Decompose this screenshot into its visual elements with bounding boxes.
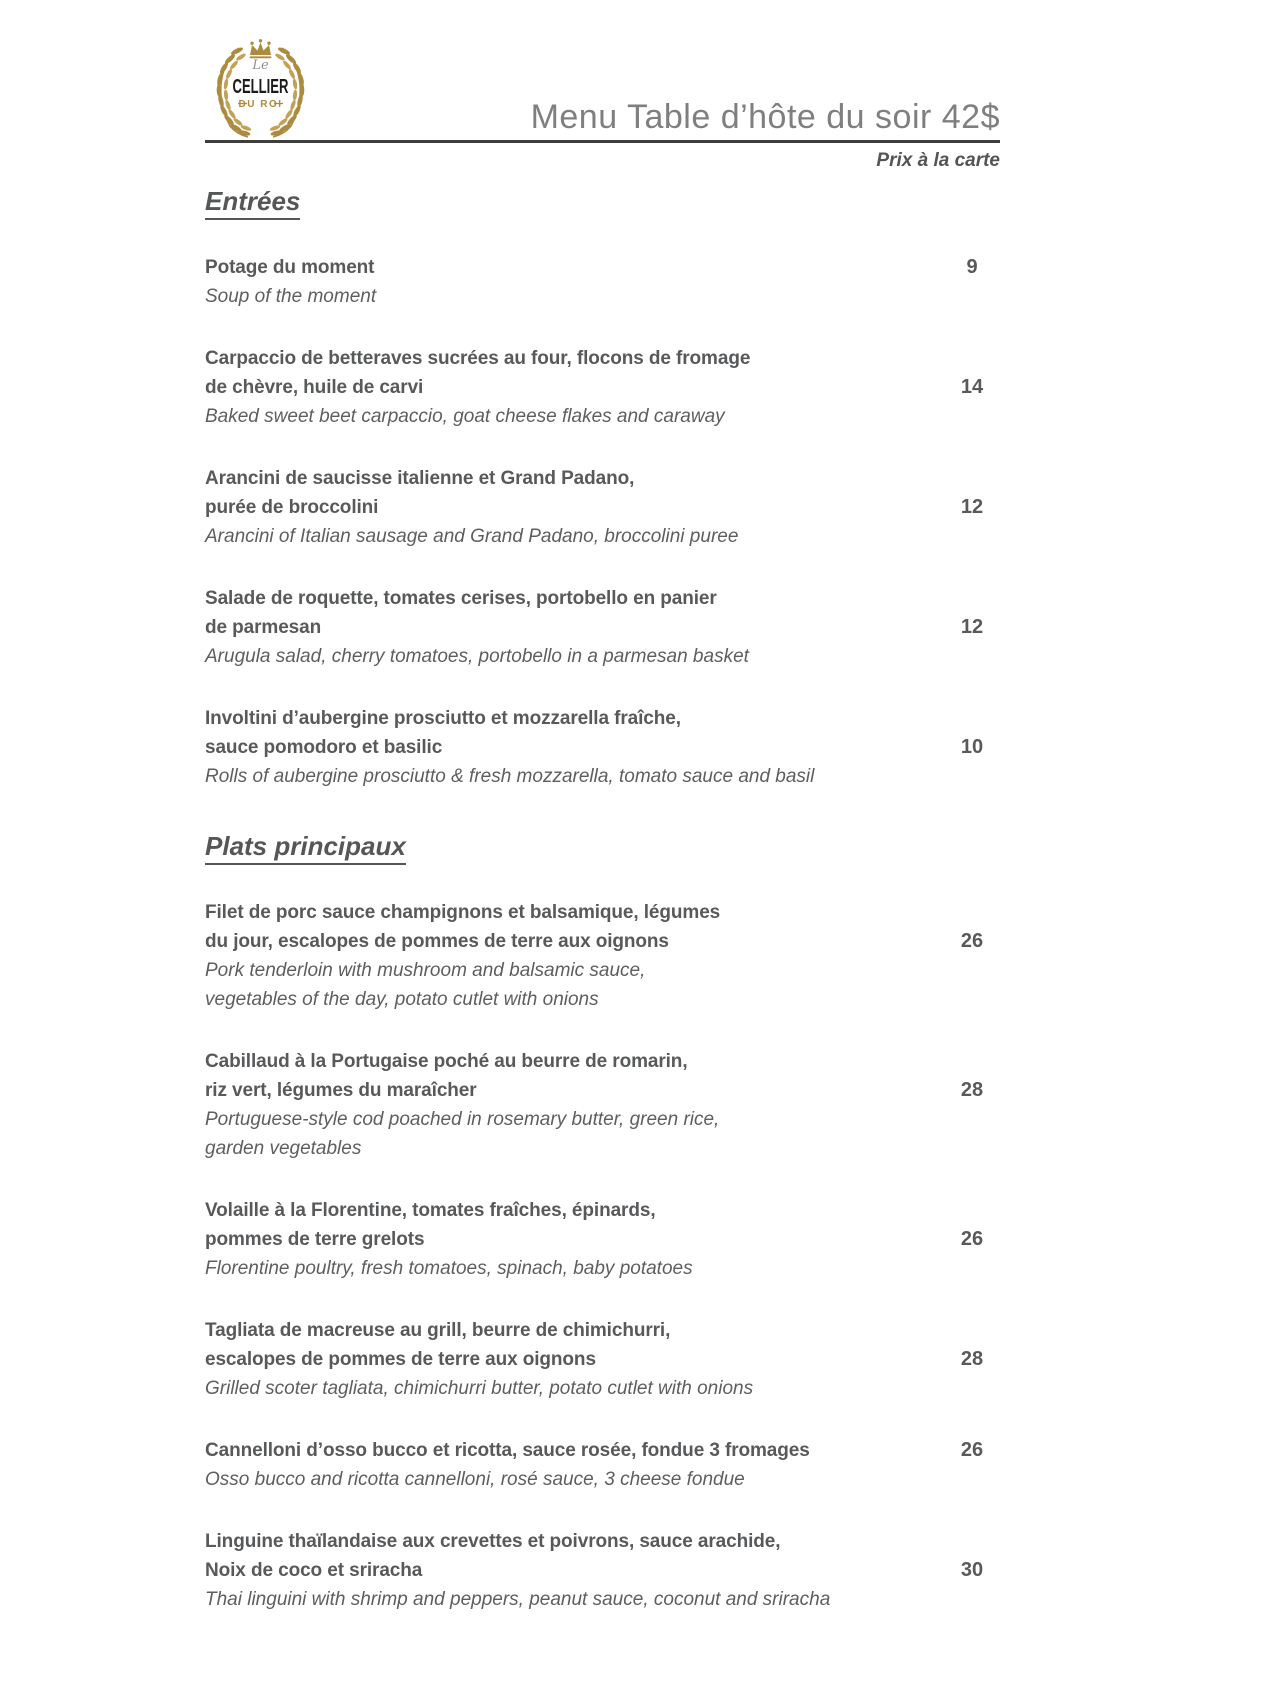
section-heading-row — [205, 188, 1000, 220]
page-title: Menu Table d’hôte du soir 42$ — [530, 98, 1000, 136]
logo-subname-du-roi: DU ROI — [238, 99, 283, 110]
item-name-fr: Filet de porc sauce champignons et balsamique, légumes — [205, 902, 721, 923]
item-name-fr: Cabillaud à la Portugaise poché au beurre de romarin, — [205, 1051, 688, 1072]
menu-item-salade — [205, 584, 1000, 671]
menu-item-carpaccio — [205, 344, 1000, 431]
item-desc-en: garden vegetables — [205, 1138, 362, 1159]
menu-item-linguine — [205, 1527, 1000, 1614]
item-desc-en: Grilled scoter tagliata, chimichurri butter, potato cutlet with onions — [205, 1378, 754, 1399]
menu-item-volaille — [205, 1196, 1000, 1283]
item-name-fr: Noix de coco et sriracha — [205, 1560, 423, 1581]
item-price: 28 — [960, 1079, 984, 1101]
menu-item-cabillaud — [205, 1047, 1000, 1163]
logo-name-cellier: CELLIER — [232, 76, 289, 98]
item-price: 26 — [960, 1439, 984, 1461]
item-name-fr: Volaille à la Florentine, tomates fraîches, épinards, — [205, 1200, 656, 1221]
menu-header — [205, 38, 1000, 188]
crown-icon — [250, 39, 272, 58]
item-name-fr: purée de broccolini — [205, 497, 379, 518]
item-name-fr: pommes de terre grelots — [205, 1229, 425, 1250]
item-name-fr: Tagliata de macreuse au grill, beurre de chimichurri, — [205, 1320, 671, 1341]
item-desc-en: Rolls of aubergine prosciutto & fresh mozzarella, tomato sauce and basil — [205, 766, 815, 787]
item-name-fr: du jour, escalopes de pommes de terre aux oignons — [205, 931, 669, 952]
laurel-wreath-logo-icon — [207, 38, 314, 138]
item-desc-en: Osso bucco and ricotta cannelloni, rosé sauce, 3 cheese fondue — [205, 1469, 745, 1490]
item-desc-en: Arancini of Italian sausage and Grand Padano, broccolini puree — [205, 526, 739, 547]
title-divider — [205, 140, 1000, 143]
item-desc-en: Florentine poultry, fresh tomatoes, spinach, baby potatoes — [205, 1258, 693, 1279]
menu-item-filet-de-porc — [205, 898, 1000, 1014]
item-name-fr: riz vert, légumes du maraîcher — [205, 1080, 477, 1101]
item-desc-en: vegetables of the day, potato cutlet with onions — [205, 989, 599, 1010]
item-name-fr: Linguine thaïlandaise aux crevettes et poivrons, sauce arachide, — [205, 1531, 781, 1552]
item-name-fr: Arancini de saucisse italienne et Grand Padano, — [205, 468, 635, 489]
item-price: 9 — [966, 256, 978, 278]
section-heading-plats: Plats principaux — [205, 833, 406, 865]
section-heading-entrees: Entrées — [205, 188, 300, 220]
item-name-fr: Potage du moment — [205, 257, 375, 278]
item-name-fr: sauce pomodoro et basilic — [205, 737, 443, 758]
menu-item-tagliata — [205, 1316, 1000, 1403]
item-name-fr: Cannelloni d’osso bucco et ricotta, sauce rosée, fondue 3 fromages — [205, 1440, 810, 1461]
item-desc-en: Arugula salad, cherry tomatoes, portobello in a parmesan basket — [205, 646, 749, 667]
item-name-fr: Carpaccio de betteraves sucrées au four, flocons de fromage — [205, 348, 751, 369]
item-name-fr: escalopes de pommes de terre aux oignons — [205, 1349, 596, 1370]
item-name-fr: de chèvre, huile de carvi — [205, 377, 424, 398]
item-price: 12 — [960, 496, 984, 518]
item-price: 12 — [960, 616, 984, 638]
menu-item-arancini — [205, 464, 1000, 551]
item-name-fr: Involtini d’aubergine prosciutto et mozzarella fraîche, — [205, 708, 681, 729]
section-entrees — [205, 188, 1000, 791]
restaurant-logo — [207, 38, 314, 138]
item-price: 14 — [960, 376, 984, 398]
item-price: 26 — [960, 1228, 984, 1250]
logo-script-le: Le — [252, 58, 269, 73]
menu-item-cannelloni — [205, 1436, 1000, 1494]
item-desc-en: Pork tenderloin with mushroom and balsamic sauce, — [205, 960, 646, 981]
menu-item-potage — [205, 253, 1000, 311]
section-heading-row — [205, 833, 1000, 865]
item-desc-en: Portuguese-style cod poached in rosemary butter, green rice, — [205, 1109, 720, 1130]
item-price: 30 — [960, 1559, 984, 1581]
menu-item-involtini — [205, 704, 1000, 791]
item-desc-en: Soup of the moment — [205, 286, 377, 307]
item-desc-en: Thai linguini with shrimp and peppers, peanut sauce, coconut and sriracha — [205, 1589, 831, 1610]
item-price: 28 — [960, 1348, 984, 1370]
item-price: 10 — [960, 736, 984, 758]
menu-content — [205, 0, 1000, 1614]
price-note: Prix à la carte — [876, 150, 1000, 171]
section-plats-principaux — [205, 833, 1000, 1614]
item-desc-en: Baked sweet beet carpaccio, goat cheese flakes and caraway — [205, 406, 725, 427]
item-price: 26 — [960, 930, 984, 952]
item-name-fr: Salade de roquette, tomates cerises, portobello en panier — [205, 588, 717, 609]
item-name-fr: de parmesan — [205, 617, 322, 638]
